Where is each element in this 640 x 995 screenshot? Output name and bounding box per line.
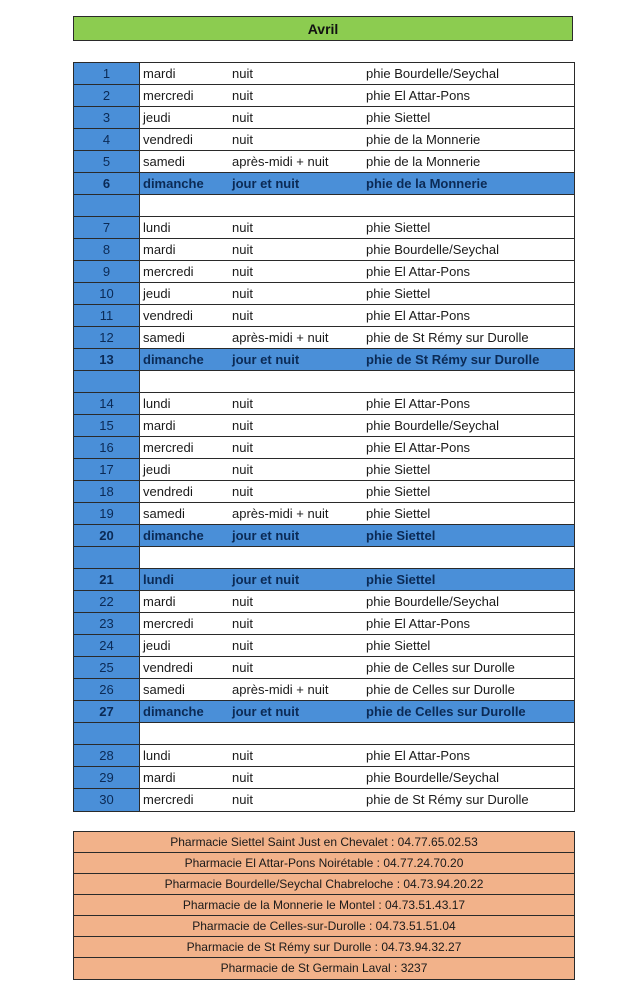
table-row <box>74 591 574 613</box>
day-number: 26 <box>74 679 140 700</box>
pharmacy-name: phie Siettel <box>366 638 431 653</box>
pharmacy-name: phie El Attar-Pons <box>366 748 471 763</box>
pharmacy-name: phie El Attar-Pons <box>366 308 471 323</box>
month-title: Avril <box>73 16 573 41</box>
table-row <box>74 657 574 679</box>
pharmacy-contact: Pharmacie de Celles-sur-Durolle : 04.73.51.51.04 <box>74 916 574 937</box>
spacer-row <box>74 723 574 745</box>
table-row <box>74 789 574 811</box>
pharmacy-name: phie Siettel <box>366 462 431 477</box>
weekday: mardi <box>143 594 176 609</box>
day-number: 5 <box>74 151 140 172</box>
table-row <box>74 107 574 129</box>
day-number: 20 <box>74 525 140 546</box>
duty-period: nuit <box>232 242 253 257</box>
table-row <box>74 393 574 415</box>
day-number: 23 <box>74 613 140 634</box>
day-number: 27 <box>74 701 140 722</box>
pharmacy-name: phie de la Monnerie <box>366 176 488 191</box>
duty-period: nuit <box>232 616 253 631</box>
table-row <box>74 327 574 349</box>
day-number: 1 <box>74 63 140 84</box>
weekday: mercredi <box>143 88 194 103</box>
weekday <box>140 195 230 216</box>
pharmacy-name: phie Bourdelle/Seychal <box>366 242 499 257</box>
day-number: 9 <box>74 261 140 282</box>
weekday: samedi <box>143 682 185 697</box>
pharmacy-name: phie El Attar-Pons <box>366 396 471 411</box>
duty-period: nuit <box>232 594 253 609</box>
table-row <box>74 437 574 459</box>
table-row <box>74 217 574 239</box>
spacer-row <box>74 195 574 217</box>
pharmacy-name: phie Siettel <box>366 506 431 521</box>
duty-period: nuit <box>232 88 253 103</box>
pharmacy-name: phie de St Rémy sur Durolle <box>366 792 529 807</box>
pharmacy-name: phie de la Monnerie <box>366 154 481 169</box>
duty-period: nuit <box>232 660 253 675</box>
pharmacy-name: phie de St Rémy sur Durolle <box>366 352 540 367</box>
weekday: samedi <box>143 154 185 169</box>
table-row <box>74 481 574 503</box>
pharmacy-name: phie Bourdelle/Seychal <box>366 418 499 433</box>
day-number: 19 <box>74 503 140 524</box>
table-row <box>74 261 574 283</box>
pharmacy-name <box>364 371 574 392</box>
pharmacy-name: phie Siettel <box>366 110 431 125</box>
pharmacy-name: phie El Attar-Pons <box>366 88 471 103</box>
weekday: mardi <box>143 418 176 433</box>
duty-period: nuit <box>232 440 253 455</box>
weekday: dimanche <box>143 704 204 719</box>
weekday: lundi <box>143 748 171 763</box>
weekday: lundi <box>143 572 175 587</box>
weekday: jeudi <box>143 110 171 125</box>
weekday <box>140 547 230 568</box>
table-row <box>74 459 574 481</box>
duty-period: nuit <box>232 748 253 763</box>
table-row <box>74 129 574 151</box>
weekday: jeudi <box>143 462 171 477</box>
table-row <box>74 745 574 767</box>
table-row <box>74 85 574 107</box>
pharmacy-name: phie de Celles sur Durolle <box>366 704 526 719</box>
day-number <box>74 547 140 568</box>
duty-period: nuit <box>232 792 253 807</box>
table-row <box>74 305 574 327</box>
weekday: dimanche <box>143 352 204 367</box>
table-row <box>74 415 574 437</box>
weekday: mardi <box>143 770 176 785</box>
weekday: lundi <box>143 220 171 235</box>
duty-period: nuit <box>232 462 253 477</box>
weekday: dimanche <box>143 176 204 191</box>
day-number: 2 <box>74 85 140 106</box>
table-row <box>74 679 574 701</box>
table-row <box>74 349 574 371</box>
duty-period <box>230 195 364 216</box>
day-number <box>74 371 140 392</box>
duty-period: après-midi + nuit <box>232 154 329 169</box>
duty-period: nuit <box>232 484 253 499</box>
pharmacy-contact: Pharmacie de St Germain Laval : 3237 <box>220 961 428 975</box>
pharmacy-name: phie Siettel <box>366 528 436 543</box>
pharmacy-name <box>364 547 574 568</box>
weekday: samedi <box>143 506 185 521</box>
day-number: 17 <box>74 459 140 480</box>
day-number: 14 <box>74 393 140 414</box>
duty-period: jour et nuit <box>232 352 300 367</box>
pharmacy-name: phie de Celles sur Durolle <box>366 660 515 675</box>
weekday: mardi <box>143 66 176 81</box>
day-number: 13 <box>74 349 140 370</box>
pharmacy-name: phie Siettel <box>366 484 431 499</box>
spacer-row <box>74 547 574 569</box>
weekday: lundi <box>143 396 171 411</box>
duty-period: jour et nuit <box>232 528 300 543</box>
table-row <box>74 239 574 261</box>
duty-period: après-midi + nuit <box>232 682 329 697</box>
day-number <box>74 723 140 744</box>
table-row <box>74 635 574 657</box>
day-number: 25 <box>74 657 140 678</box>
day-number: 29 <box>74 767 140 788</box>
day-number: 21 <box>74 569 140 590</box>
pharmacy-contact: Pharmacie Siettel Saint Just en Chevalet : 04.77.65.02.53 <box>74 832 574 853</box>
table-row <box>74 525 574 547</box>
weekday: mercredi <box>143 264 194 279</box>
pharmacy-name <box>364 723 574 744</box>
duty-period: nuit <box>232 264 253 279</box>
pharmacy-contacts-list <box>73 831 575 980</box>
duty-period: nuit <box>232 286 253 301</box>
day-number: 24 <box>74 635 140 656</box>
duty-period: jour et nuit <box>232 176 300 191</box>
day-number: 22 <box>74 591 140 612</box>
pharmacy-name <box>364 195 574 216</box>
table-row <box>74 767 574 789</box>
duty-period: jour et nuit <box>232 572 300 587</box>
day-number: 11 <box>74 305 140 326</box>
pharmacy-name: phie Bourdelle/Seychal <box>366 66 499 81</box>
table-row <box>74 151 574 173</box>
pharmacy-name: phie Bourdelle/Seychal <box>366 594 499 609</box>
weekday: samedi <box>143 330 185 345</box>
table-row <box>74 173 574 195</box>
duty-period: après-midi + nuit <box>232 330 329 345</box>
pharmacy-contact: Pharmacie de St Rémy sur Durolle : 04.73.94.32.27 <box>74 937 574 958</box>
duty-period: nuit <box>232 110 253 125</box>
table-row <box>74 701 574 723</box>
pharmacy-name: phie de St Rémy sur Durolle <box>366 330 529 345</box>
pharmacy-name: phie El Attar-Pons <box>366 616 471 631</box>
duty-period: nuit <box>232 770 253 785</box>
duty-period <box>230 723 364 744</box>
day-number: 15 <box>74 415 140 436</box>
duty-period: nuit <box>232 308 253 323</box>
weekday: mercredi <box>143 616 194 631</box>
day-number <box>74 195 140 216</box>
weekday: vendredi <box>143 660 193 675</box>
spacer-row <box>74 371 574 393</box>
pharmacy-name: phie Bourdelle/Seychal <box>366 770 499 785</box>
duty-period: nuit <box>232 638 253 653</box>
weekday: vendredi <box>143 308 193 323</box>
pharmacy-contact: Pharmacie de la Monnerie le Montel : 04.73.51.43.17 <box>74 895 574 916</box>
day-number: 16 <box>74 437 140 458</box>
pharmacy-contact: Pharmacie El Attar-Pons Noirétable : 04.77.24.70.20 <box>74 853 574 874</box>
weekday: mardi <box>143 242 176 257</box>
day-number: 18 <box>74 481 140 502</box>
duty-period <box>230 371 364 392</box>
duty-period <box>230 547 364 568</box>
pharmacy-name: phie Siettel <box>366 572 436 587</box>
day-number: 6 <box>74 173 140 194</box>
table-row <box>74 613 574 635</box>
weekday: jeudi <box>143 638 171 653</box>
duty-period: nuit <box>232 396 253 411</box>
day-number: 30 <box>74 789 140 811</box>
weekday <box>140 371 230 392</box>
pharmacy-name: phie Siettel <box>366 286 431 301</box>
table-row <box>74 503 574 525</box>
day-number: 3 <box>74 107 140 128</box>
duty-schedule-table <box>73 62 575 812</box>
day-number: 10 <box>74 283 140 304</box>
duty-period: nuit <box>232 220 253 235</box>
day-number: 4 <box>74 129 140 150</box>
pharmacy-name: phie de Celles sur Durolle <box>366 682 515 697</box>
weekday: vendredi <box>143 484 193 499</box>
weekday <box>140 723 230 744</box>
day-number: 7 <box>74 217 140 238</box>
pharmacy-name: phie El Attar-Pons <box>366 264 471 279</box>
day-number: 8 <box>74 239 140 260</box>
day-number: 28 <box>74 745 140 766</box>
weekday: dimanche <box>143 528 204 543</box>
table-row <box>74 569 574 591</box>
table-row <box>74 283 574 305</box>
pharmacy-name: phie Siettel <box>366 220 431 235</box>
weekday: vendredi <box>143 132 193 147</box>
pharmacy-name: phie El Attar-Pons <box>366 440 471 455</box>
weekday: jeudi <box>143 286 171 301</box>
duty-period: nuit <box>232 66 253 81</box>
weekday: mercredi <box>143 792 194 807</box>
duty-period: après-midi + nuit <box>232 506 329 521</box>
table-row <box>74 63 574 85</box>
day-number: 12 <box>74 327 140 348</box>
duty-period: nuit <box>232 418 253 433</box>
pharmacy-contact: Pharmacie Bourdelle/Seychal Chabreloche : 04.73.94.20.22 <box>74 874 574 895</box>
weekday: mercredi <box>143 440 194 455</box>
duty-period: nuit <box>232 132 253 147</box>
duty-period: jour et nuit <box>232 704 300 719</box>
pharmacy-name: phie de la Monnerie <box>366 132 481 147</box>
